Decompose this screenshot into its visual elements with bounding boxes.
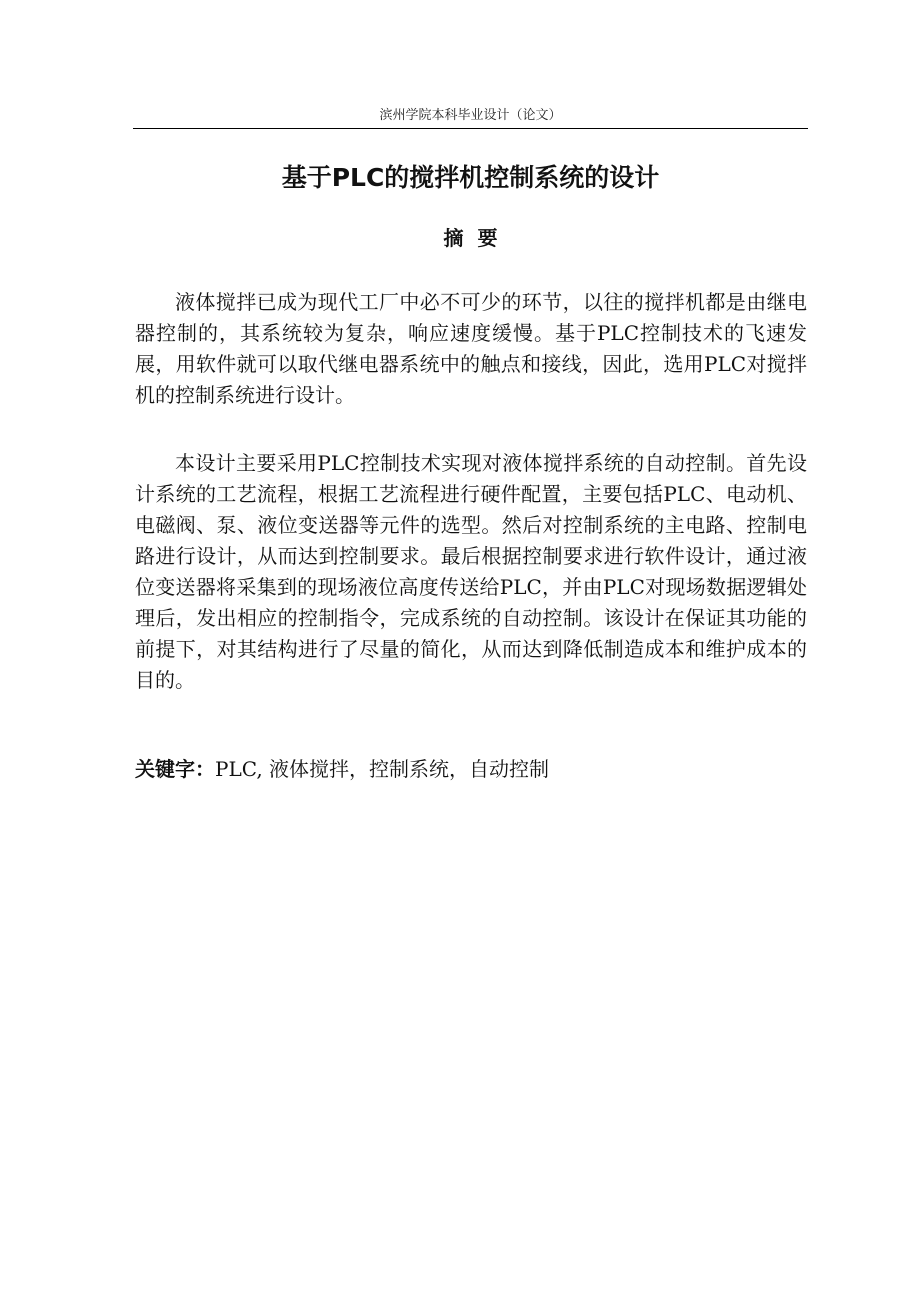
header-rule [133, 128, 808, 129]
document-title: 基于PLC的搅拌机控制系统的设计 [281, 163, 660, 192]
abstract-heading: 摘要 [443, 226, 512, 250]
abstract-paragraph-1: 液体搅拌已成为现代工厂中必不可少的环节，以往的搅拌机都是由继电器控制的，其系统较为复杂，响应速度缓慢。基于PLC控制技术的飞速发展，用软件就可以取代继电器系统中的触点和接线，因此，选用PLC对搅拌机的控制系统进行设计。 [135, 290, 807, 407]
keywords-value: PLC, 液体搅拌，控制系统，自动控制 [215, 757, 550, 781]
keywords-line [135, 754, 807, 785]
keywords-label: 关键字： [135, 757, 215, 781]
running-header: 滨州学院本科毕业设计（论文） [379, 108, 562, 123]
abstract-paragraph-2: 本设计主要采用PLC控制技术实现对液体搅拌系统的自动控制。首先设计系统的工艺流程，根据工艺流程进行硬件配置，主要包括PLC、电动机、电磁阀、泵、液位变送器等元件的选型。然后对控制系统的主电路、控制电路进行设计，从而达到控制要求。最后根据控制要求进行软件设计，通过液位变送器将采集到的现场液位高度传送给PLC，并由PLC对现场数据逻辑处理后，发出相应的控制指令，完成系统的自动控制。该设计在保证其功能的前提下，对其结构进行了尽量的简化，从而达到降低制造成本和维护成本的目的。 [135, 451, 807, 692]
